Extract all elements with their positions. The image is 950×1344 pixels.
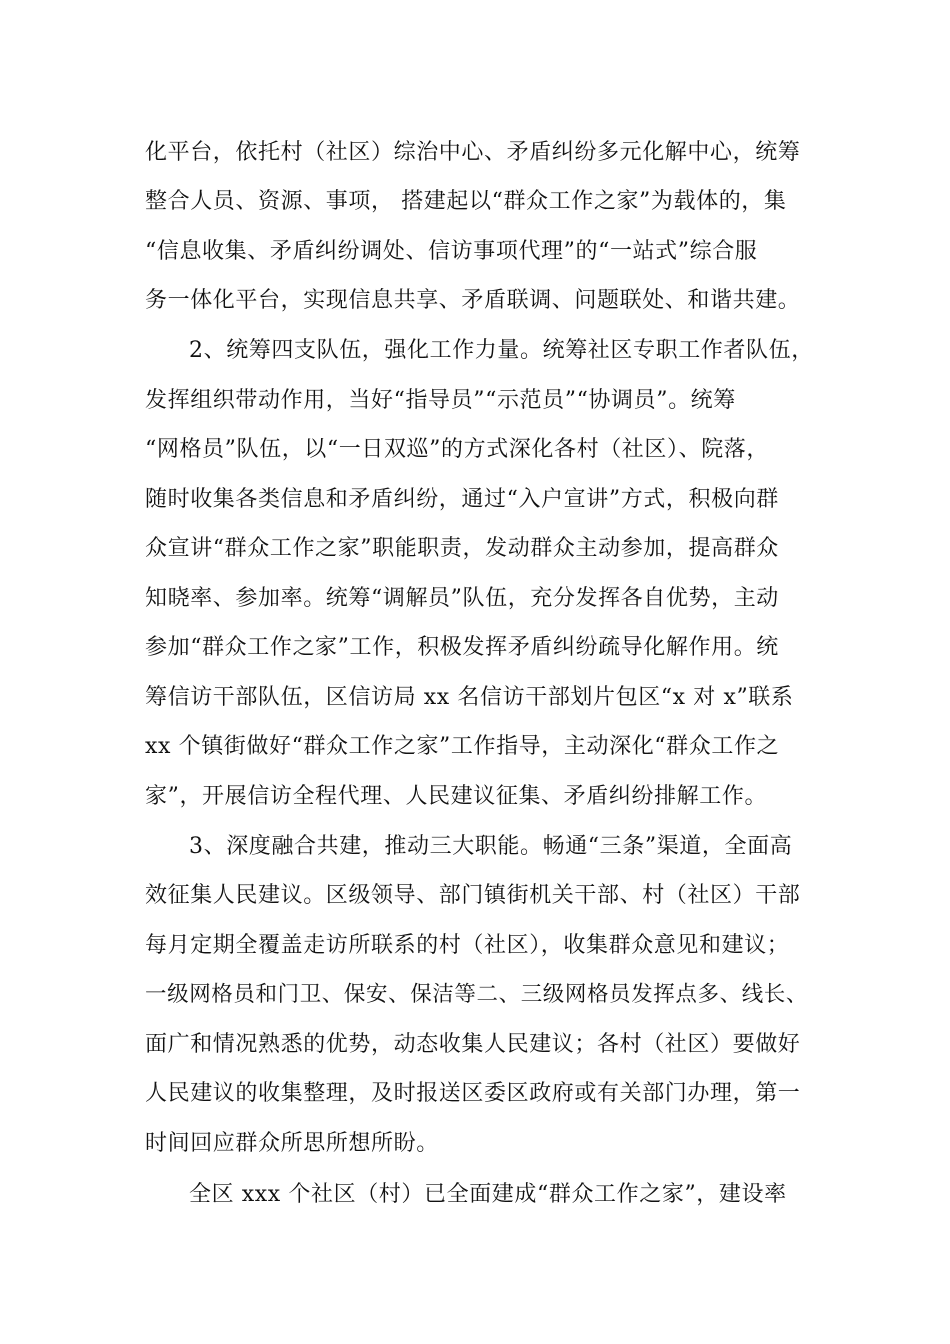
- text-line: 人民建议的收集整理，及时报送区委区政府或有关部门办理，第一: [145, 1081, 801, 1106]
- text-line: 效征集人民建议。区级领导、部门镇街机关干部、村（社区）干部: [145, 883, 801, 908]
- text-line: “网格员”队伍，以“一日双巡”的方式深化各村（社区）、院落，: [145, 437, 769, 462]
- text-line: 随时收集各类信息和矛盾纠纷，通过“入户宣讲”方式，积极向群: [145, 487, 779, 512]
- paragraph-start-line: 2、统筹四支队伍，强化工作力量。统筹社区专职工作者队伍，: [189, 338, 814, 363]
- text-line: 面广和情况熟悉的优势，动态收集人民建议；各村（社区）要做好: [145, 1032, 801, 1057]
- text-line: xx 个镇街做好“群众工作之家”工作指导，主动深化“群众工作之: [145, 734, 780, 759]
- paragraph-start-line: 全区 xxx 个社区（村）已全面建成“群众工作之家”，建设率: [189, 1182, 787, 1207]
- text-line: “信息收集、矛盾纠纷调处、信访事项代理”的“一站式”综合服: [145, 239, 758, 264]
- text-line: 时间回应群众所思所想所盼。: [145, 1131, 439, 1156]
- text-line: 每月定期全覆盖走访所联系的村（社区），收集群众意见和建议；: [145, 933, 790, 958]
- text-line: 务一体化平台，实现信息共享、矛盾联调、问题联处、和谐共建。: [145, 288, 801, 313]
- text-line: 筹信访干部队伍，区信访局 xx 名信访干部划片包区“x 对 x”联系: [145, 685, 794, 710]
- text-line: 众宣讲“群众工作之家”职能职责，发动群众主动参加，提高群众: [145, 536, 779, 561]
- text-line: 知晓率、参加率。统筹“调解员”队伍，充分发挥各自优势，主动: [145, 586, 779, 611]
- text-line: 化平台，依托村（社区）综治中心、矛盾纠纷多元化解中心，统筹: [145, 140, 801, 165]
- text-line: 参加“群众工作之家”工作，积极发挥矛盾纠纷疏导化解作用。统: [145, 635, 779, 660]
- text-line: 发挥组织带动作用，当好“指导员”“示范员”“协调员”。统筹: [145, 388, 736, 413]
- text-line: 整合人员、资源、事项， 搭建起以“群众工作之家”为载体的，集: [145, 189, 787, 214]
- text-line: 家”，开展信访全程代理、人民建议征集、矛盾纠纷排解工作。: [145, 784, 768, 809]
- text-line: 一级网格员和门卫、保安、保洁等二、三级网格员发挥点多、线长、: [145, 982, 809, 1007]
- paragraph-start-line: 3、深度融合共建，推动三大职能。畅通“三条”渠道，全面高: [189, 834, 793, 859]
